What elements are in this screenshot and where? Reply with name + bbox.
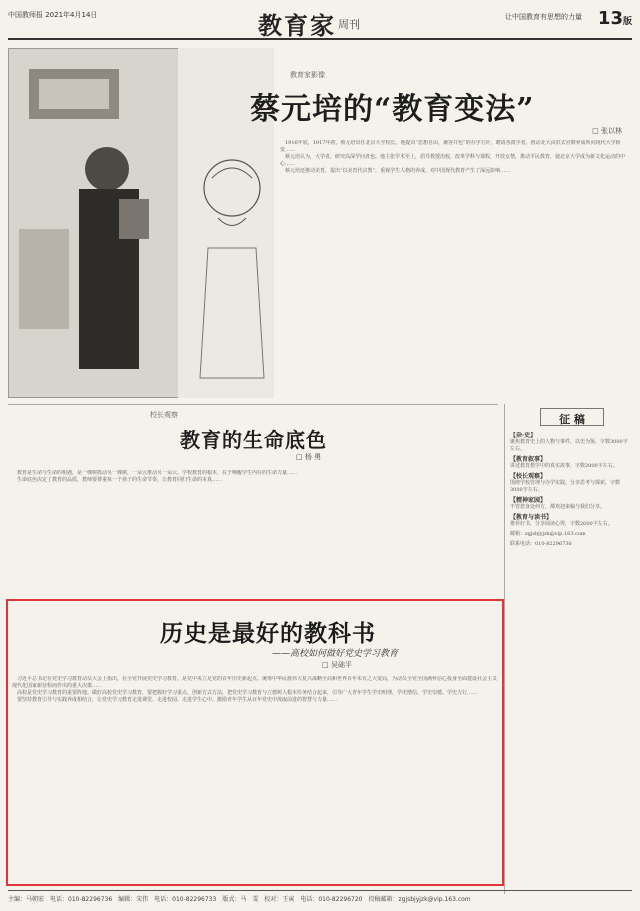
sidebar-item — [510, 514, 628, 528]
mid-headline: 教育的生命底色 — [180, 428, 327, 452]
page-number-suffix: 版 — [622, 17, 632, 27]
top-author: □ 张以林 — [592, 127, 622, 135]
sidebar-item-head: 【杂·史】 — [510, 432, 537, 439]
top-article-body — [280, 140, 632, 398]
mid-paragraph: 生命底色决定了教育的品质，教师要尊重每一个孩子的生命节奏，让教育回归生命的本真…… — [17, 477, 223, 483]
sidebar-list — [510, 432, 628, 882]
masthead-title: 教育家 — [258, 11, 336, 40]
sidebar-item — [510, 497, 628, 511]
sidebar-item — [510, 473, 628, 494]
page-number — [598, 8, 632, 29]
mid-section-tag: 校长观察 — [150, 411, 178, 419]
sidebar-item-text: 不管您身处何方，都欢迎来稿与我们分享。 — [510, 504, 606, 510]
highlight-paragraph: 高校是党史学习教育的重要阵地。做好高校党史学习教育，要把握好学习重点，创新方式方法，把党史学习教育与立德树人根本任务结合起来，引导广大青年学生学史明理、学史增信、学史崇德、学史力行…… — [17, 690, 478, 696]
sidebar-item-text: 聚焦教育史上的人物与事件，以史为鉴，字数3000字左右。 — [510, 439, 628, 452]
mid-paragraph: 教育是生命与生命的相遇，是一棵树摇动另一棵树，一朵云推动另一朵云。学校教育的根本，在于唤醒学生内在的生命力量…… — [17, 470, 298, 476]
sidebar-title: 征 稿 — [540, 408, 604, 426]
sidebar-item-text: 推荐好书，分享阅读心得，字数2000字左右。 — [510, 521, 613, 527]
sidebar-item-text: 围绕学校管理与办学实践，分享思考与探索，字数3000字左右。 — [510, 480, 621, 493]
mid-author: □ 杨 勇 — [296, 453, 322, 461]
sidebar-item-head: 【精神家园】 — [510, 497, 547, 504]
highlight-paragraph: 要坚持教育引导与实践养成相结合，让党史学习教育走进课堂、走进校园、走进学生心中，激励青年学生从百年党史中汲取前进的智慧与力量…… — [17, 697, 338, 703]
page-number-value: 13 — [597, 8, 623, 29]
sidebar-item — [510, 456, 628, 470]
top-paragraph: 蔡元培认为，大学者，研究高深学问者也。他主张学术至上，倡导教授治校，改革学科与课程，开放女禁，推动平民教育，使北京大学成为新文化运动的中心…… — [280, 154, 626, 167]
masthead-subtitle: 周刊 — [338, 18, 360, 31]
sidebar-item-head: 【校长观察】 — [510, 473, 547, 480]
portrait-photo — [8, 48, 180, 398]
sidebar-item — [510, 432, 628, 453]
top-paragraph: 1916年底，1917年初，蔡元培出任北京大学校长。他提出“思想自由，兼容并包”的办学方针，聘请各派学者，推动北大由旧式官僚养成所向现代大学转变…… — [280, 140, 621, 153]
masthead-slogan: 让中国教育有思想的力量 — [505, 13, 582, 21]
top-headline: 蔡元培的“教育变法” — [250, 92, 535, 127]
footer: 主编：马朝宏 电话：010-82296736 编辑：宋伟 电话：010-82296733 版式：马 雯 校对：王寅 电话：010-82296720 投稿邮箱：zgjsbjyjzk@vip.163.com — [8, 890, 632, 904]
masthead-date: 中国教师报 2021年4月14日 — [8, 11, 98, 19]
highlight-headline: 历史是最好的教科书 — [160, 620, 376, 647]
highlight-article-body — [12, 676, 498, 880]
sidebar-item-text: 讲述教育教学中的真实故事，字数2000字左右。 — [510, 463, 618, 469]
sidebar-item-head: 【教育叙事】 — [510, 456, 547, 463]
sidebar-email: 邮箱：zgjsbjyjzk@vip.163.com — [510, 531, 586, 537]
highlight-paragraph: 习近平总书记在党史学习教育动员大会上指出，在全党开展党史学习教育，是党中央立足党的百年历史新起点、统筹中华民族伟大复兴战略全局和世界百年未有之大变局，为动员全党全国满怀信心投身全面建设社会主义现代化国家新征程而作出的重大决策…… — [12, 676, 498, 689]
top-section-tag: 教育家影像 — [290, 71, 325, 79]
highlight-author: □ 吴础平 — [322, 661, 352, 669]
sidebar-contact: 联系电话：010-82296736 — [510, 541, 572, 547]
masthead — [8, 6, 632, 40]
sidebar-item-head: 【教育与读书】 — [510, 514, 553, 521]
top-paragraph: 蔡元培还推动美育，提出“以美育代宗教”，重视学生人格的养成，对中国现代教育产生了深远影响…… — [285, 168, 511, 174]
portrait-illustration — [9, 49, 180, 398]
highlight-subtitle: ——高校如何做好党史学习教育 — [272, 649, 399, 659]
mid-article-body — [12, 470, 498, 590]
